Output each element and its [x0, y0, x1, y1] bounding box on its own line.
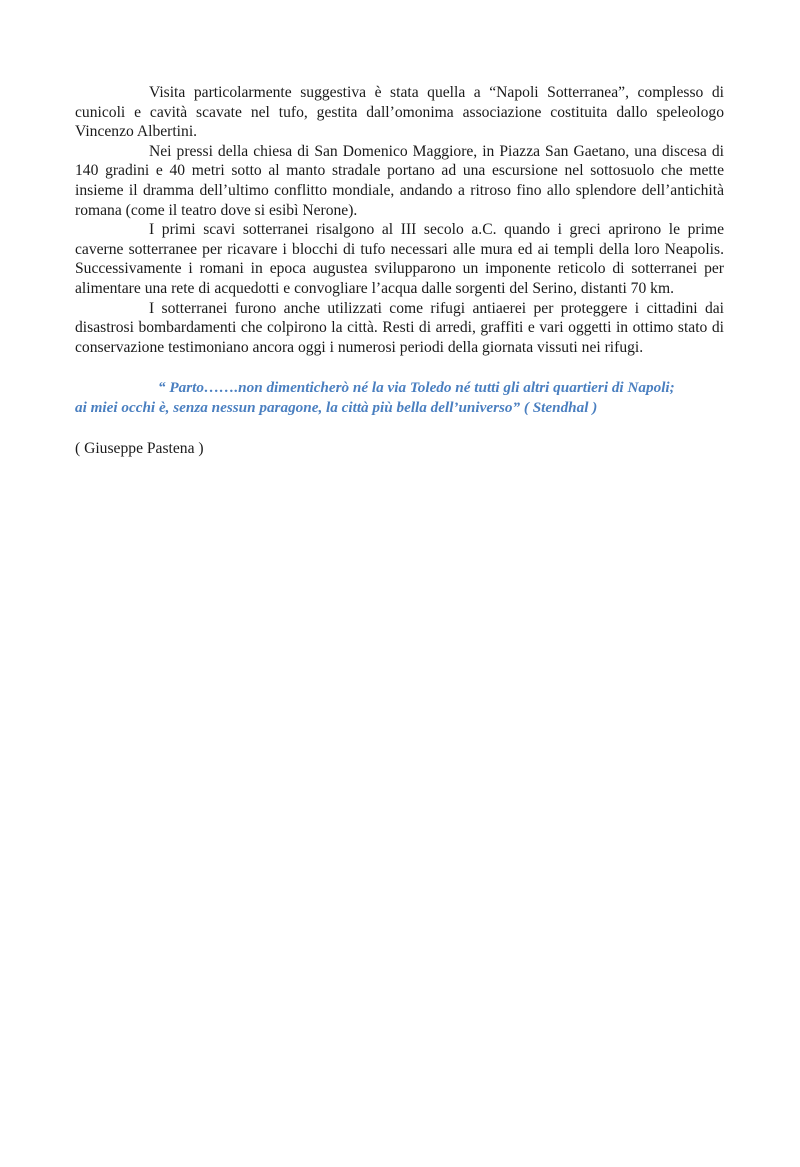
paragraph-rifugi-antiaerei: I sotterranei furono anche utilizzati come rifugi antiaerei per proteggere i cittadini dai disastrosi bombardamenti che colpirono la città. Resti di arredi, graffiti e vari oggetti in ottimo stato di conservazione testimoniano ancora oggi i numerosi periodi della giornata vissuti nei rifugi. — [75, 299, 724, 356]
paragraph-san-domenico: Nei pressi della chiesa di San Domenico Maggiore, in Piazza San Gaetano, una discesa di 140 gradini e 40 metri sotto al manto stradale portano ad una escursione nel sottosuolo che mette insieme il dramma dell’ultimo conflitto mondiale, andando a ritroso fino allo splendore dell’antichità romana (come il teatro dove si esibì Nerone). — [75, 142, 724, 219]
paragraph-napoli-sotterranea: Visita particolarmente suggestiva è stata quella a “Napoli Sotterranea”, complesso di cunicoli e cavità scavate nel tufo, gestita dall’omonima associazione costituita dallo speleologo Vincenzo Albertini. — [75, 84, 724, 141]
quote-line-1: “ Parto…….non dimenticherò né la via Toledo né tutti gli altri quartieri di Napoli; — [158, 379, 675, 397]
stendhal-quote — [75, 378, 724, 417]
quote-line-2: ai miei occhi è, senza nessun paragone, la città più bella dell’universo” ( Stendhal ) — [75, 398, 598, 416]
document-page — [75, 83, 724, 458]
paragraph-primi-scavi: I primi scavi sotterranei risalgono al III secolo a.C. quando i greci aprirono le prime caverne sotterranee per ricavare i blocchi di tufo necessari alle mura ed ai templi della loro Neapolis. Successivamente i romani in epoca augustea svilupparono un imponente reticolo di sotterranei per alimentare una rete di acquedotti e convogliare l’acqua dalle sorgenti del Serino, distanti 70 km. — [75, 221, 724, 297]
author-signature: ( Giuseppe Pastena ) — [75, 439, 204, 457]
